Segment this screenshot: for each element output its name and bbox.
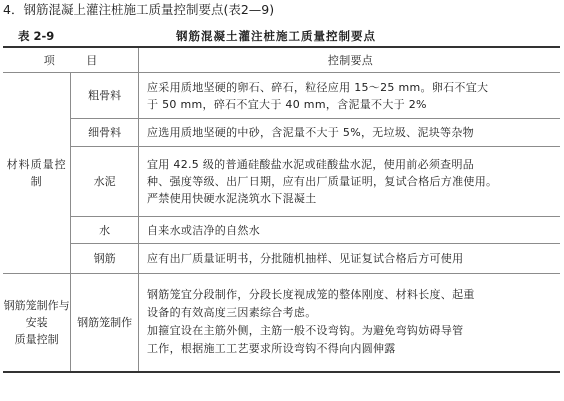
- item-cement: 水泥: [71, 147, 139, 217]
- item-water: 水: [71, 217, 139, 244]
- group-cage-fabrication: 钢筋笼制作与安装 质量控制: [3, 274, 71, 372]
- table-row: [3, 119, 560, 147]
- table-row: [3, 217, 560, 244]
- table-number: 表 2-9: [18, 29, 55, 43]
- table-title: 钢筋混凝土灌注桩施工质量控制要点: [176, 29, 376, 43]
- requirement-cement: 宜用 42.5 级的普通硅酸盐水泥或硅酸盐水泥，使用前必须查明品 种、强度等级、出厂日期，应有出厂质量证明，复试合格后方准使用。 严禁使用快硬水泥浇筑水下混凝土: [139, 147, 561, 217]
- quality-control-table: [3, 46, 560, 373]
- requirement-water: 自来水或洁净的自然水: [139, 217, 561, 244]
- table-row: [3, 274, 560, 372]
- item-rebar: 钢筋: [71, 244, 139, 274]
- section-heading: 4．钢筋混凝上灌注桩施工质量控制要点(表2—9): [3, 2, 275, 17]
- item-cage-fabrication: 钢筋笼制作: [71, 274, 139, 372]
- table-row: [3, 147, 560, 217]
- requirement-rebar: 应有出厂质量证明书，分批随机抽样、见证复试合格后方可使用: [139, 244, 561, 274]
- header-item: 项 目: [3, 47, 139, 73]
- item-coarse-aggregate: 粗骨料: [71, 73, 139, 119]
- requirement-fine-aggregate: 应选用质地坚硬的中砂，含泥量不大于 5%，无垃圾、泥块等杂物: [139, 119, 561, 147]
- group-material-quality: 材料质量控制: [3, 73, 71, 274]
- requirement-cage-fabrication: 钢筋笼宜分段制作，分段长度视成笼的整体刚度、材料长度、起重 设备的有效高度三因素综合考虑。 加箍宜设在主筋外侧，主筋一般不设弯钩。为避免弯钩妨碍导管 工作，根据施工工艺要求所设弯钩不得向内圆伸露: [139, 274, 561, 372]
- table-row: [3, 73, 560, 119]
- table-header-row: [3, 47, 560, 73]
- header-control-points: 控制要点: [139, 47, 561, 73]
- table-row: [3, 244, 560, 274]
- requirement-coarse-aggregate: 应采用质地坚硬的卵石、碎石，粒径应用 15～25 mm。卵石不宜大 于 50 mm，碎石不宜大于 40 mm，含泥量不大于 2%: [139, 73, 561, 119]
- item-fine-aggregate: 细骨料: [71, 119, 139, 147]
